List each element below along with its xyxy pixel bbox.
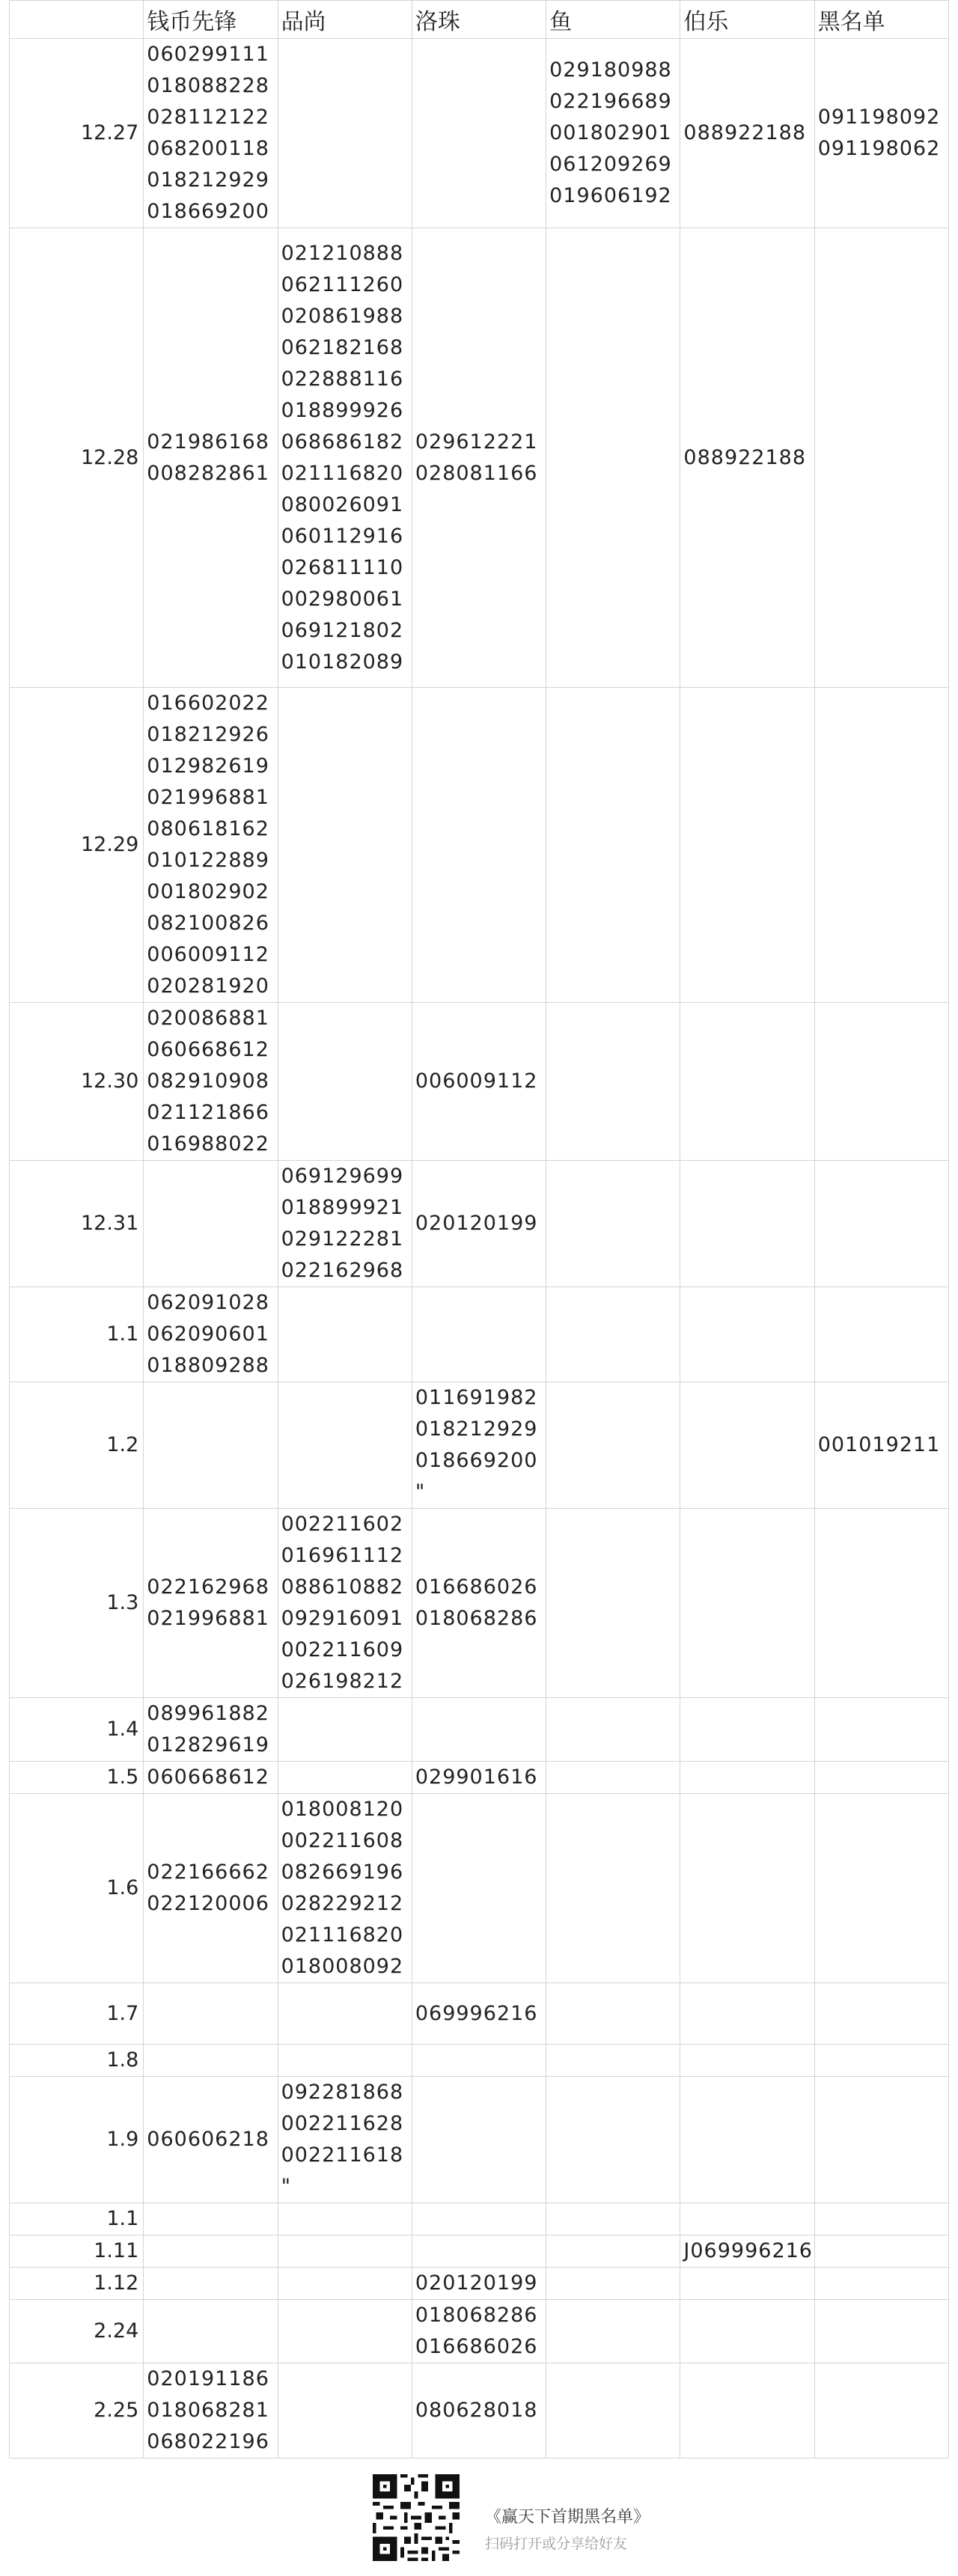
cell-bole: J069996216	[680, 2235, 814, 2268]
cell-yu	[546, 1509, 680, 1698]
table-row	[10, 2235, 949, 2268]
table-row	[10, 688, 949, 1003]
cell-blacklist	[814, 1794, 948, 1983]
cell-yu	[546, 2300, 680, 2363]
date-cell: 1.8	[10, 2045, 144, 2077]
cell-bole	[680, 1287, 814, 1382]
table-row	[10, 39, 949, 228]
date-cell: 12.31	[10, 1161, 144, 1287]
cell-bole	[680, 2045, 814, 2077]
table-row	[10, 1003, 949, 1161]
cell-blacklist	[814, 1161, 948, 1287]
cell-yu	[546, 1698, 680, 1762]
cell-blacklist	[814, 1983, 948, 2045]
cell-bole	[680, 1509, 814, 1698]
cell-yu	[546, 1287, 680, 1382]
cell-blacklist	[814, 2235, 948, 2268]
table-row	[10, 2077, 949, 2203]
cell-pinshang: 069129699 018899921 029122281 022162968	[278, 1161, 412, 1287]
cell-pinshang	[278, 1287, 412, 1382]
cell-bole	[680, 1762, 814, 1794]
cell-pinshang	[278, 39, 412, 228]
date-cell: 1.6	[10, 1794, 144, 1983]
cell-luozhu: 069996216	[412, 1983, 546, 2045]
cell-qianbi-xianfeng	[144, 1161, 278, 1287]
cell-pinshang: 092281868 002211628 002211618 "	[278, 2077, 412, 2203]
table-header-row	[10, 1, 949, 39]
date-cell: 1.7	[10, 1983, 144, 2045]
cell-bole	[680, 1698, 814, 1762]
cell-luozhu: 006009112	[412, 1003, 546, 1161]
date-cell: 12.28	[10, 228, 144, 688]
date-cell: 1.1	[10, 1287, 144, 1382]
cell-blacklist	[814, 2363, 948, 2459]
cell-luozhu: 011691982 018212929 018669200 "	[412, 1382, 546, 1509]
cell-bole	[680, 1382, 814, 1509]
date-cell: 1.2	[10, 1382, 144, 1509]
cell-yu	[546, 1161, 680, 1287]
cell-yu	[546, 1794, 680, 1983]
cell-qianbi-xianfeng	[144, 2203, 278, 2235]
cell-yu	[546, 1983, 680, 2045]
cell-qianbi-xianfeng: 022166662 022120006	[144, 1794, 278, 1983]
cell-luozhu	[412, 2235, 546, 2268]
cell-yu	[546, 2235, 680, 2268]
cell-pinshang	[278, 2203, 412, 2235]
cell-luozhu: 029612221 028081166	[412, 228, 546, 688]
cell-yu	[546, 1003, 680, 1161]
qr-code-icon[interactable]	[373, 2474, 460, 2561]
date-cell: 1.5	[10, 1762, 144, 1794]
header-bole: 伯乐	[680, 1, 814, 39]
cell-blacklist: 001019211	[814, 1382, 948, 1509]
cell-blacklist: 091198092 091198062	[814, 39, 948, 228]
table-body	[10, 39, 949, 2459]
cell-yu: 029180988 022196689 001802901 061209269 019606192	[546, 39, 680, 228]
header-luozhu: 洛珠	[412, 1, 546, 39]
date-cell: 1.11	[10, 2235, 144, 2268]
cell-qianbi-xianfeng: 060668612	[144, 1762, 278, 1794]
cell-bole	[680, 688, 814, 1003]
cell-pinshang	[278, 1003, 412, 1161]
cell-blacklist	[814, 1003, 948, 1161]
cell-luozhu	[412, 1698, 546, 1762]
cell-luozhu	[412, 1794, 546, 1983]
cell-bole	[680, 1161, 814, 1287]
cell-blacklist	[814, 2268, 948, 2300]
cell-pinshang	[278, 2045, 412, 2077]
table-row	[10, 1794, 949, 1983]
date-cell: 12.29	[10, 688, 144, 1003]
table-row	[10, 1287, 949, 1382]
cell-pinshang	[278, 1983, 412, 2045]
cell-blacklist	[814, 1509, 948, 1698]
cell-pinshang: 002211602 016961112 088610882 092916091 002211609 026198212	[278, 1509, 412, 1698]
cell-yu	[546, 2077, 680, 2203]
cell-pinshang: 018008120 002211608 082669196 028229212 021116820 018008092	[278, 1794, 412, 1983]
cell-yu	[546, 688, 680, 1003]
cell-pinshang	[278, 2235, 412, 2268]
cell-blacklist	[814, 2203, 948, 2235]
cell-pinshang	[278, 1698, 412, 1762]
cell-qianbi-xianfeng: 062091028 062090601 018809288	[144, 1287, 278, 1382]
cell-yu	[546, 2045, 680, 2077]
header-yu: 鱼	[546, 1, 680, 39]
date-cell: 12.27	[10, 39, 144, 228]
cell-pinshang	[278, 1762, 412, 1794]
table-row	[10, 2300, 949, 2363]
share-hint: 扫码打开或分享给好友	[485, 2536, 628, 2552]
header-pinshang: 品尚	[278, 1, 412, 39]
cell-luozhu	[412, 1287, 546, 1382]
cell-yu	[546, 2203, 680, 2235]
cell-blacklist	[814, 2045, 948, 2077]
cell-qianbi-xianfeng	[144, 2268, 278, 2300]
table-row	[10, 2203, 949, 2235]
blacklist-table	[9, 0, 949, 2459]
table-row	[10, 1983, 949, 2045]
table-row	[10, 2045, 949, 2077]
cell-bole	[680, 1003, 814, 1161]
table-row	[10, 228, 949, 688]
share-title: 《赢天下首期黑名单》	[485, 2508, 650, 2527]
cell-luozhu: 080628018	[412, 2363, 546, 2459]
cell-luozhu	[412, 688, 546, 1003]
cell-qianbi-xianfeng: 016602022 018212926 012982619 021996881 080618162 010122889 001802902 082100826 006009112 020281920	[144, 688, 278, 1003]
table-row	[10, 1382, 949, 1509]
share-footer	[0, 2467, 958, 2576]
table-row	[10, 1509, 949, 1698]
header-date	[10, 1, 144, 39]
date-cell: 2.25	[10, 2363, 144, 2459]
cell-bole	[680, 2268, 814, 2300]
cell-yu	[546, 228, 680, 688]
cell-qianbi-xianfeng: 060606218	[144, 2077, 278, 2203]
cell-luozhu	[412, 2045, 546, 2077]
table-row	[10, 1762, 949, 1794]
header-qianbi-xianfeng: 钱币先锋	[144, 1, 278, 39]
cell-qianbi-xianfeng: 022162968 021996881	[144, 1509, 278, 1698]
cell-bole	[680, 2300, 814, 2363]
date-cell: 1.3	[10, 1509, 144, 1698]
cell-blacklist	[814, 688, 948, 1003]
cell-bole	[680, 2203, 814, 2235]
cell-pinshang	[278, 2268, 412, 2300]
cell-pinshang	[278, 2363, 412, 2459]
date-cell: 1.1	[10, 2203, 144, 2235]
cell-qianbi-xianfeng: 021986168 008282861	[144, 228, 278, 688]
cell-bole	[680, 2363, 814, 2459]
cell-bole	[680, 1983, 814, 2045]
date-cell: 12.30	[10, 1003, 144, 1161]
cell-bole	[680, 1794, 814, 1983]
cell-luozhu: 018068286 016686026	[412, 2300, 546, 2363]
cell-qianbi-xianfeng	[144, 2235, 278, 2268]
header-blacklist: 黑名单	[814, 1, 948, 39]
cell-yu	[546, 1762, 680, 1794]
cell-qianbi-xianfeng: 060299111 018088228 028112122 068200118 018212929 018669200	[144, 39, 278, 228]
cell-blacklist	[814, 228, 948, 688]
table-row	[10, 2268, 949, 2300]
cell-blacklist	[814, 1698, 948, 1762]
date-cell: 1.9	[10, 2077, 144, 2203]
cell-blacklist	[814, 2077, 948, 2203]
cell-luozhu: 016686026 018068286	[412, 1509, 546, 1698]
date-cell: 1.12	[10, 2268, 144, 2300]
table-row	[10, 1698, 949, 1762]
cell-pinshang	[278, 2300, 412, 2363]
cell-luozhu: 020120199	[412, 1161, 546, 1287]
cell-qianbi-xianfeng: 089961882 012829619	[144, 1698, 278, 1762]
cell-yu	[546, 2268, 680, 2300]
cell-pinshang: 021210888 062111260 020861988 062182168 022888116 018899926 068686182 021116820 080026091 060112916 026811110 002980061 069121802 010182089	[278, 228, 412, 688]
date-cell: 2.24	[10, 2300, 144, 2363]
cell-pinshang	[278, 1382, 412, 1509]
cell-luozhu: 020120199	[412, 2268, 546, 2300]
blacklist-sheet	[9, 0, 949, 2459]
cell-pinshang	[278, 688, 412, 1003]
cell-qianbi-xianfeng	[144, 2045, 278, 2077]
cell-qianbi-xianfeng	[144, 1983, 278, 2045]
cell-luozhu	[412, 2203, 546, 2235]
cell-luozhu	[412, 2077, 546, 2203]
cell-blacklist	[814, 2300, 948, 2363]
cell-qianbi-xianfeng: 020086881 060668612 082910908 021121866 016988022	[144, 1003, 278, 1161]
cell-blacklist	[814, 1287, 948, 1382]
cell-bole	[680, 2077, 814, 2203]
table-row	[10, 2363, 949, 2459]
cell-qianbi-xianfeng	[144, 2300, 278, 2363]
date-cell: 1.4	[10, 1698, 144, 1762]
cell-yu	[546, 1382, 680, 1509]
cell-luozhu	[412, 39, 546, 228]
cell-qianbi-xianfeng	[144, 1382, 278, 1509]
table-row	[10, 1161, 949, 1287]
cell-yu	[546, 2363, 680, 2459]
cell-luozhu: 029901616	[412, 1762, 546, 1794]
cell-qianbi-xianfeng: 020191186 018068281 068022196	[144, 2363, 278, 2459]
cell-bole: 088922188	[680, 228, 814, 688]
cell-blacklist	[814, 1762, 948, 1794]
cell-bole: 088922188	[680, 39, 814, 228]
